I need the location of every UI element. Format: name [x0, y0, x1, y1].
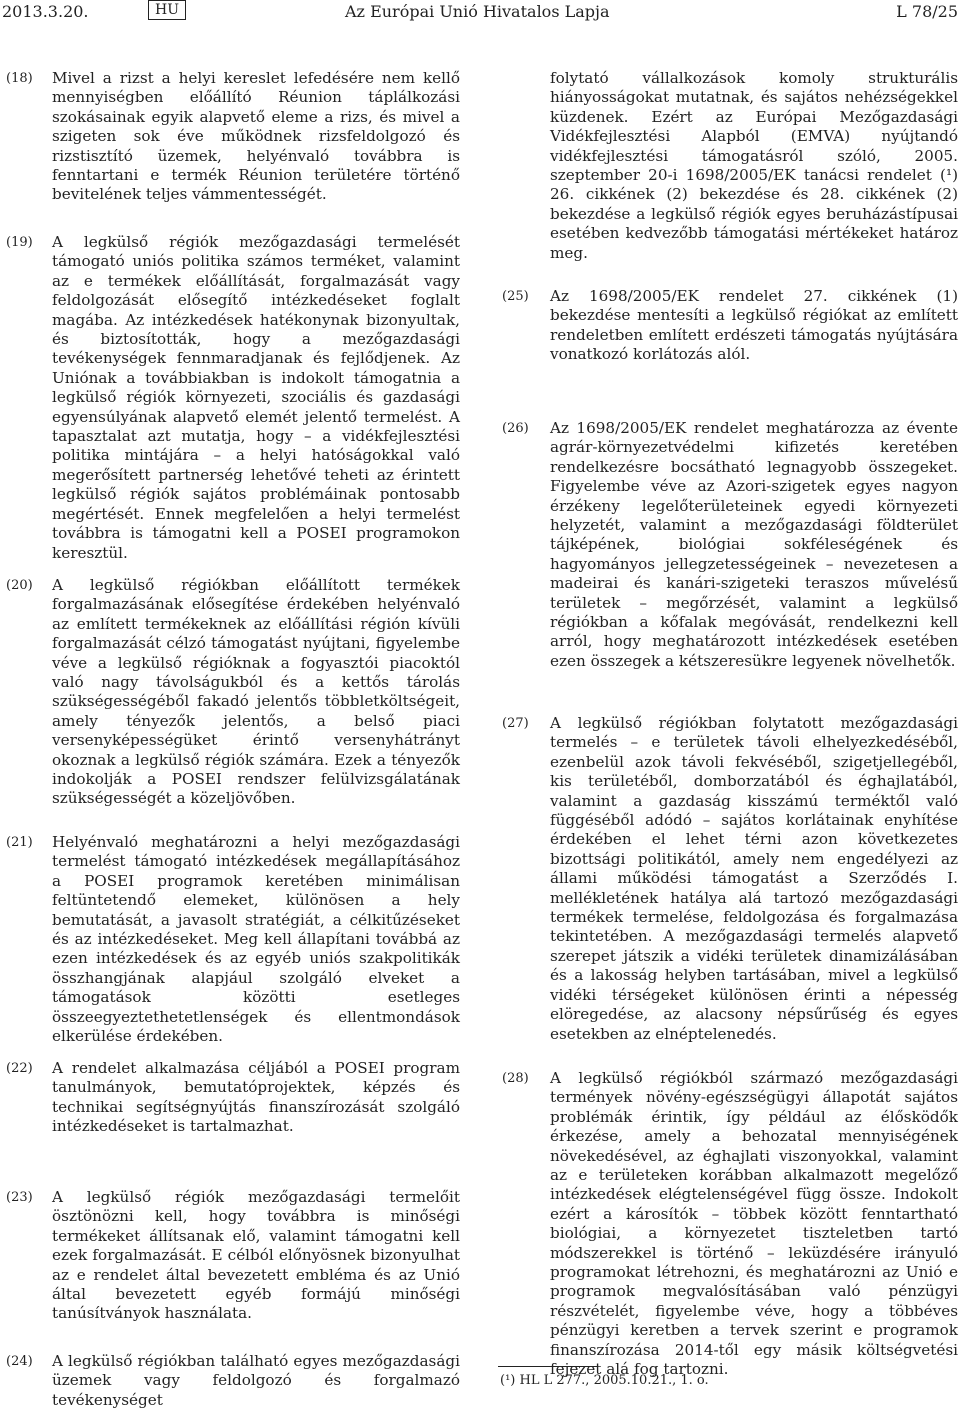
page-header [0, 0, 960, 30]
recital-paragraph: Az 1698/2005/EK rendelet meghatározza az évente agrár-környezetvédelmi kifizetés keretében rendelkezésre bocsátható legnagyobb összegeket. Figyelembe véve az Azori-szigetek egyes nagyon érzékeny legelőterületeinek egyedi környezeti helyzetét, valamint a mezőgazdasági földterület tájképének, biológiai sokféleségének és hagyományos jellegzetességeinek – nevezetesen a madeirai és kanári-szigeteki teraszos művelésű területek – megőrzését, valamint a legkülső régiókban a kőfalak megóvását, rendelkezni kell arról, hogy meghatározott intézkedések esetében ezen összegek a kétszeresükre legyenek növelhetők. [550, 419, 958, 670]
paragraph-number: (21) [6, 835, 33, 850]
recital-paragraph: A legkülső régiókból származó mezőgazdasági termények növény-egészségügyi állapotát sajátos problémák érintik, így például az élősködők érkezése, amely a behozatal mennyiségének növekedésével, az éghajlati viszonyokkal, valamint az e területeken korábban alkalmazott megelőző intézkedések elégtelenségével függ össze. Indokolt ezért a károsítók – többek között fenntartható biológiai, a környezetet tiszteletben tartó módszerekkel is történő – leküzdésére irányuló programokat létrehozni, és meghatározni az Unió e programok megvalósításában való pénzügyi részvételét, figyelembe véve, hogy a többéves pénzügyi keretben a tervek szerint e programok finanszírozása 2014-től egy másik költségvetési fejezet alá fog tartozni. [550, 1069, 958, 1379]
footnote: (¹) HL L 277., 2005.10.21., 1. o. [500, 1373, 709, 1388]
publication-date: 2013.3.20. [2, 2, 89, 21]
language-badge: HU [148, 0, 186, 20]
paragraph-number: (19) [6, 235, 33, 250]
page-reference: L 78/25 [896, 2, 958, 21]
paragraph-number: (23) [6, 1190, 33, 1205]
paragraph-number: (25) [502, 289, 529, 304]
recital-paragraph: A rendelet alkalmazása céljából a POSEI program tanulmányok, bemutatóprojektek, képzés és technikai segítségnyújtás finanszírozását szolgáló intézkedéseket is tartalmazhat. [52, 1059, 460, 1136]
recital-paragraph: Helyénvaló meghatározni a helyi mezőgazdasági termelést támogató intézkedések megállapításához a POSEI programok keretében minimálisan feltüntetendő elemeket, különösen a hely bemutatását, a javasolt stratégiát, a célkitűzéseket és az intézkedéseket. Meg kell állapítani továbbá az ezen intézkedések és az egyéb uniós szakpolitikák összhangjának alapjául szolgáló elveket a támogatások közötti esetleges összeegyeztethetetlenségek és ellentmondások elkerülése érdekében. [52, 833, 460, 1046]
paragraph-number: (20) [6, 578, 33, 593]
paragraph-number: (27) [502, 716, 529, 731]
recital-paragraph: Mivel a rizst a helyi kereslet lefedésére nem kellő mennyiségben előállító Réunion táplálkozási szokásainak egyik alapvető eleme a rizs, és mivel a szigeten sok éve működnek rizsfeldolgozó és rizstisztító üzemek, helyénvaló továbbra is fenntartani e termék Réunion területére történő bevitelének teljes vámmentességét. [52, 69, 460, 204]
paragraph-number: (24) [6, 1354, 33, 1369]
recital-paragraph: A legkülső régiókban folytatott mezőgazdasági termelés – e területek távoli elhelyezkedéséből, ezenbelül azok távoli fekvéséből, szigetjellegéből, kis területéből, domborzatából és éghajlatából, valamint a gazdaság kisszámú terméktől való függéséből adódó – sajátos korlátainak enyhítése érdekében el lehet térni azon következetes bizottsági politikától, amely nem engedélyezi az állami működési támogatást a Szerződés I. mellékletének hatálya alá tartozó mezőgazdasági termékek termelése, feldolgozása és forgalmazása tekintetében. A mezőgazdasági termelés alapvető szerepet játszik a vidéki területek dinamizálásában és a lakosság helyben tartásában, mivel a legkülső vidéki térségeket különösen érinti a népesség elöregedése, az alacsony népsűrűség és egyes esetekben az elnéptelenedés. [550, 714, 958, 1043]
footnote-separator [498, 1366, 598, 1367]
recital-paragraph: A legkülső régiókban előállított termékek forgalmazásának elősegítése érdekében helyénvaló az említett termékeknek az előállítási régión kívüli forgalmazását célzó támogatást nyújtani, figyelembe véve a legkülső régióknak a fogyasztói piacoktól való nagy távolságukból és a kettős tárolás szükségességéből fakadó jelentős többletköltségeit, amely tényezők jelentős, a belső piaci versenyképességüket érintő versenyhátrányt okoznak a legkülső régiók számára. Ezek a tényezők indokolják a POSEI rendszer felülvizsgálatának szükségességét a közeljövőben. [52, 576, 460, 808]
recital-paragraph: Az 1698/2005/EK rendelet 27. cikkének (1) bekezdése mentesíti a legkülső régiókat az említett rendeletben említett erdészeti támogatás nyújtására vonatkozó korlátozás alól. [550, 287, 958, 364]
recital-paragraph: A legkülső régiókban található egyes mezőgazdasági üzemek vagy feldolgozó és forgalmazó tevékenységet [52, 1352, 460, 1409]
recital-continuation: folytató vállalkozások komoly strukturális hiányosságokat mutatnak, és sajátos nehézségekkel küzdenek. Ezért az Európai Mezőgazdasági Vidékfejlesztési Alapból (EMVA) nyújtandó vidékfejlesztési támogatásról szóló, 2005. szeptember 20-i 1698/2005/EK tanácsi rendelet (¹) 26. cikkének (2) bekezdése és 28. cikkének (2) bekezdése a legkülső régiók egyes beruházástípusai esetében kedvezőbb támogatási mértékeket határoz meg. [550, 69, 958, 262]
paragraph-number: (28) [502, 1071, 529, 1086]
paragraph-number: (26) [502, 421, 529, 436]
journal-title: Az Európai Unió Hivatalos Lapja [345, 2, 610, 21]
recital-paragraph: A legkülső régiók mezőgazdasági termelőit ösztönözni kell, hogy továbbra is minőségi termékeket állítsanak elő, valamint támogatni kell ezek forgalmazását. E célból előnyösnek bizonyulhat az e rendelet által bevezetett embléma és az Unió által bevezetett egyéb formájú minőségi tanúsítványok használata. [52, 1188, 460, 1323]
paragraph-number: (22) [6, 1061, 33, 1076]
recital-paragraph: A legkülső régiók mezőgazdasági termelését támogató uniós politika számos terméket, valamint az e termékek előállítását, forgalmazását vagy feldolgozását elősegítő intézkedéseket foglalt magába. Az intézkedések hatékonynak bizonyultak, és biztosították, hogy a mezőgazdasági tevékenységek fennmaradjanak és fejlődjenek. Az Uniónak a továbbiakban is indokolt támogatnia a legkülső régiók környezeti, szociális és gazdasági egyensúlyának alapvető elemét jelentő termelést. A tapasztalat azt mutatja, hogy – a vidékfejlesztési politika mintájára – a helyi hatóságokkal való megerősített partnerség lehetővé teheti az érintett legkülső régiók sajátos problémáinak pontosabb megértését. Ennek megfelelően a helyi termelést továbbra is támogatni kell a POSEI programokon keresztül. [52, 233, 460, 562]
paragraph-number: (18) [6, 71, 33, 86]
